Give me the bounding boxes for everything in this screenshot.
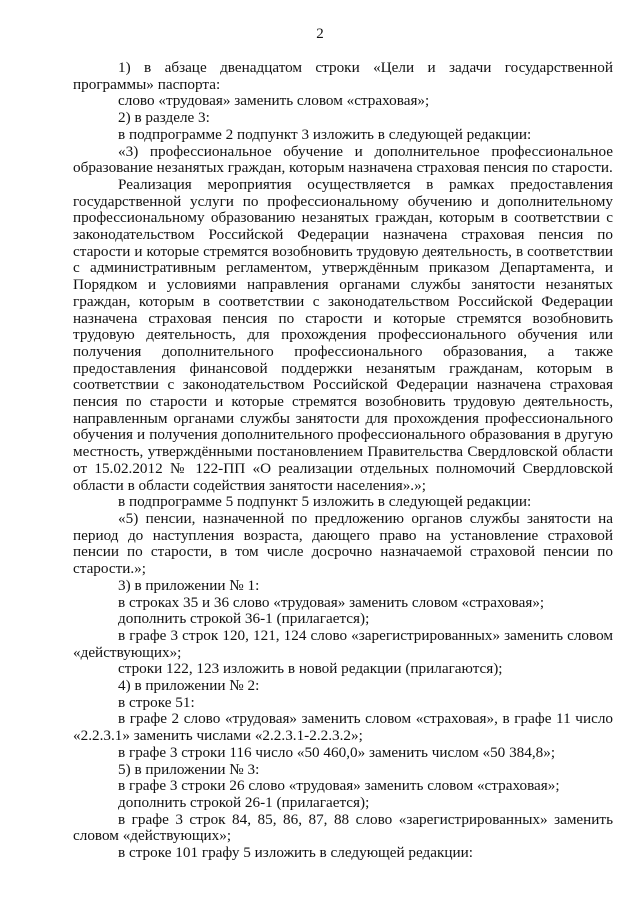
paragraph: дополнить строкой 26-1 (прилагается); bbox=[118, 793, 370, 811]
paragraph: «5) пенсии, назначенной по предложению органов службы занятости на период до наступления возраста, дающего право на установление страховой пенсии по старости, в том числе досрочно назначаемой страховой пенсии по старости.»; bbox=[73, 509, 613, 578]
paragraph: «3) профессиональное обучение и дополнительное профессиональное образование незанятых граждан, которым назначена страховая пенсия по старости. bbox=[73, 142, 613, 177]
paragraph: в строке 51: bbox=[118, 693, 195, 711]
paragraph: 4) в приложении № 2: bbox=[118, 677, 260, 695]
page-number: 2 bbox=[316, 26, 324, 42]
paragraph: в графе 3 строк 84, 85, 86, 87, 88 слово «зарегистрированных» заменить словом «действующих»; bbox=[73, 810, 613, 845]
paragraph: 1) в абзаце двенадцатом строки «Цели и задачи государственной программы» паспорта: bbox=[73, 59, 613, 93]
document-body bbox=[73, 60, 613, 862]
paragraph: 3) в приложении № 1: bbox=[118, 576, 260, 594]
paragraph: в подпрограмме 2 подпункт 3 изложить в следующей редакции: bbox=[118, 125, 532, 143]
paragraph: в графе 3 строки 26 слово «трудовая» заменить словом «страховая»; bbox=[118, 777, 560, 795]
paragraph: 5) в приложении № 3: bbox=[118, 760, 260, 778]
paragraph: в строке 101 графу 5 изложить в следующей редакции: bbox=[118, 844, 473, 862]
paragraph: дополнить строкой 36-1 (прилагается); bbox=[118, 610, 370, 628]
paragraph: в графе 3 строк 120, 121, 124 слово «зарегистрированных» заменить словом «действующих»; bbox=[73, 626, 613, 661]
paragraph: 2) в разделе 3: bbox=[118, 109, 210, 127]
paragraph: строки 122, 123 изложить в новой редакции (прилагаются); bbox=[118, 660, 503, 678]
paragraph: в графе 3 строки 116 число «50 460,0» заменить числом «50 384,8»; bbox=[118, 743, 556, 761]
paragraph: в строках 35 и 36 слово «трудовая» заменить словом «страховая»; bbox=[118, 593, 545, 611]
paragraph: Реализация мероприятия осуществляется в рамках предоставления государственной услуги по профессиональному обучению и дополнительному профессиональному образованию незанятых граждан, которым в соответствии с законодательством Российской Федерации назначена страховая пенсия по старости и которые стремятся возобновить трудовую деятельность, в соответствии с административным регламентом, утверждённым приказом Департамента, и Порядком и условиями направления органами службы занятости незанятых граждан, которым в соответствии с законодательством Российской Федерации назначена страховая пенсия по старости и которые стремятся возобновить трудовую деятельность, для прохождения профессионального обучения или получения дополнительного профессионального образования, а также предоставления финансовой поддержки незанятым гражданам, которым в соответствии с законодательством Российской Федерации назначена страховая пенсия по старости и которые стремятся возобновить трудовую деятельность, направленным органами службы занятости для прохождения профессионального обучения и получения дополнительного профессионального образования в другую местность, утверждёнными постановлением Правительства Свердловской области от 15.02.2012 № 122-ПП «О реализации отдельных полномочий Свердловской области в области содействия занятости населения».»; bbox=[73, 175, 613, 494]
paragraph: в подпрограмме 5 подпункт 5 изложить в следующей редакции: bbox=[118, 493, 532, 511]
paragraph: слово «трудовая» заменить словом «страховая»; bbox=[118, 92, 430, 110]
paragraph: в графе 2 слово «трудовая» заменить словом «страховая», в графе 11 число «2.2.3.1» заменить числами «2.2.3.1-2.2.3.2»; bbox=[73, 710, 613, 745]
